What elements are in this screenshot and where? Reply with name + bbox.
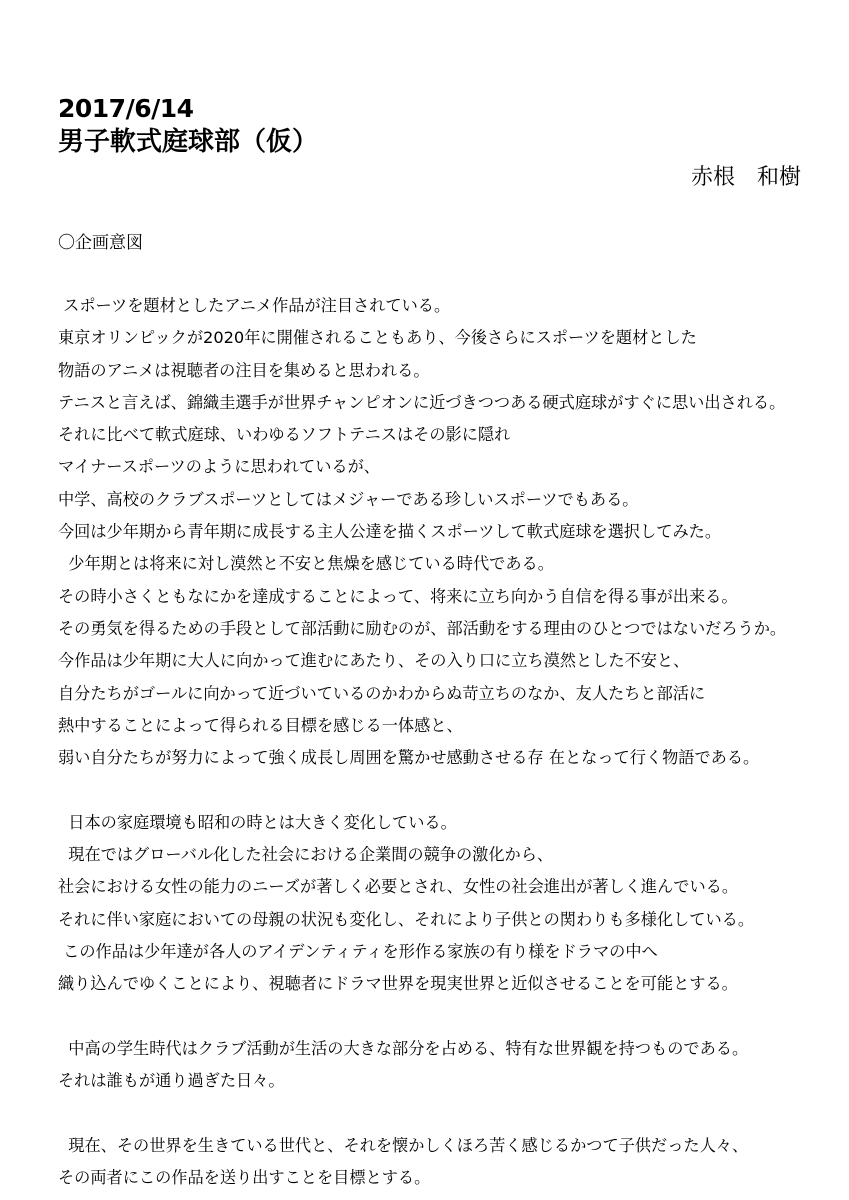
paragraph [58,807,828,1001]
author-name: 赤根 和樹 [690,165,801,190]
text-line: 織り込んでゆくことにより、視聴者にドラマ世界を現実世界と近似させることを可能とする。 [58,974,738,994]
section-heading: 〇企画意図 [58,233,143,253]
paragraph-spacer [58,774,828,806]
paragraph-spacer [58,1097,828,1129]
text-line: それに比べて軟式庭球、いわゆるソフトテニスはその影に隠れ [58,425,511,445]
text-line: 自分たちがゴールに向かって近づいているのかわからぬ苛立ちのなか、友人たちと部活に [58,683,706,703]
text-line: 物語のアニメは視聴者の注目を集めると思われる。 [58,360,430,380]
text-line: 中高の学生時代はクラブ活動が生活の大きな部分を占める、特有な世界観を持つものである。 [58,1038,749,1058]
text-line: それは誰もが通り過ぎた日々。 [58,1071,285,1091]
text-line: それに伴い家庭においての母親の状況も変化し、それにより子供との関わりも多様化している。 [58,909,755,929]
document-body [58,290,828,1194]
text-line: 現在ではグローバル化した社会における企業間の競争の激化から、 [58,845,554,865]
document-title: 男子軟式庭球部（仮） [58,127,319,157]
paragraph [58,1033,828,1098]
text-line: 中学、高校のクラブスポーツとしてはメジャーである珍しいスポーツでもある。 [58,489,639,509]
document-date: 2017/6/14 [58,94,194,123]
text-line: この作品は少年達が各人のアイデンティティを形作る家族の有り様をドラマの中へ [58,941,658,961]
text-line: スポーツを題材としたアニメ作品が注目されている。 [58,296,451,315]
text-line: テニスと言えば、錦織圭選手が世界チャンピオンに近づきつつある硬式庭球がすぐに思い出される。 [58,392,786,412]
text-line: 現在、その世界を生きている世代と、それを懐かしくほろ苦く感じるかつて子供だった人々、 [58,1135,749,1155]
text-line: 今作品は少年期に大人に向かって進むにあたり、その入り口に立ち漠然とした不安と、 [58,651,690,671]
text-line: その両者にこの作品を送り出すことを目標とする。 [58,1168,431,1188]
text-line: 少年期とは将来に対し漠然と不安と焦燥を感じている時代である。 [58,554,554,574]
paragraph-spacer [58,1001,828,1033]
text-line: 東京オリンピックが2020年に開催されることもあり、今後さらにスポーツを題材とした [58,328,697,348]
text-line: 熱中することによって得られる目標を感じる一体感と、 [58,715,463,735]
paragraph [58,290,828,774]
text-line: 社会における女性の能力のニーズが著しく必要とされ、女性の社会進出が著しく進んでいる。 [58,877,739,897]
text-line: その時小さくともなにかを達成することによって、将来に立ち向かう自信を得る事が出来る。 [58,586,738,606]
text-line: 今回は少年期から青年期に成長する主人公達を描くスポーツして軟式庭球を選択してみた。 [58,522,722,542]
text-line: その勇気を得るための手段として部活動に励むのが、部活動をする理由のひとつではないだろうか。 [58,618,787,638]
text-line: 弱い自分たちが努力によって強く成長し周囲を驚かせ感動させる存 在となって行く物語である。 [58,748,760,768]
text-line: 日本の家庭環境も昭和の時とは大きく変化している。 [58,812,457,832]
paragraph [58,1130,828,1195]
text-line: マイナースポーツのように思われているが、 [58,457,380,477]
